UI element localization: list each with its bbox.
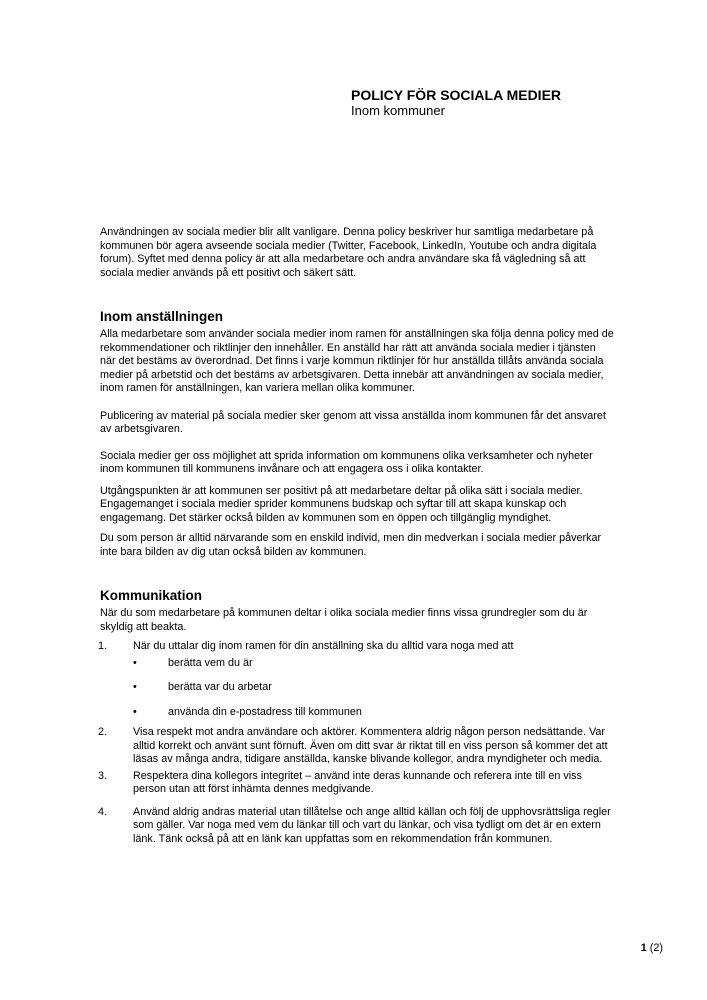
paragraph: Alla medarbetare som använder sociala medier inom ramen för anställningen ska följa denna policy med de rekommendationer och riktlinjer den innehåller. En anställd har rätt att använda sociala medier i tjänsten när det bestäms av överordnad. Det finns i varje kommun riktlinjer för hur anställda tillåts använda sociala medier på arbetstid och det bestäms av arbetsgivaren. Detta innebär att användningen av sociala medier, inom ramen för anställningen, kan variera mellan olika kommuner. xyxy=(100,328,614,394)
item-text: Respektera dina kollegors integritet – använd inte deras kunnande och referera inte till en viss person utan att först inhämta dennes medgivande. xyxy=(133,769,582,795)
item-text: Visa respekt mot andra användare och aktörer. Kommentera aldrig någon person nedsättande. Var alltid korrekt och använt sunt förnuft. Även om ditt svar är riktat till en viss person så kommer det att läsas av många andra, tidigare anställda, kanske blivande kollegor, andra myndigheter och media. xyxy=(133,726,608,765)
document-header xyxy=(351,87,561,119)
bullet-icon: • xyxy=(133,656,137,669)
section-heading-kommunikation: Kommunikation xyxy=(100,588,203,603)
bullet-item xyxy=(100,681,614,695)
paragraph: Du som person är alltid närvarande som en enskild individ, men din medverkan i sociala medier påverkar inte bara bilden av dig utan också bilden av kommunen. xyxy=(100,532,602,558)
intro-paragraph: Användningen av sociala medier blir allt vanligare. Denna policy beskriver hur samtliga medarbetare på kommunen bör agera avseende sociala medier (Twitter, Facebook, LinkedIn, Youtube och andra digitala forum). Syftet med denna policy är att alla medarbetare och andra användare ska få vägledning så att sociala medier används på ett positivt och säkert sätt. xyxy=(100,226,597,279)
page-footer xyxy=(641,942,663,956)
document-subtitle: Inom kommuner xyxy=(351,103,445,118)
item-text: När du uttalar dig inom ramen för din anställning ska du alltid vara noga med att xyxy=(133,640,514,652)
bullet-text: berätta var du arbetar xyxy=(168,681,272,693)
numbered-item-2 xyxy=(100,726,614,767)
item-number: 2. xyxy=(98,726,108,738)
item-text: Använd aldrig andras material utan tillåtelse och ange alltid källan och följ de upphovsrättsliga regler som gäller. Var noga med vem du länkar till och vart du länkar, och visa tydligt om det är en extern länk. Tänk också på att en länk kan uppfattas som en rekommendation från kommunen. xyxy=(133,805,611,845)
bullet-icon: • xyxy=(133,681,137,693)
item-number: 1. xyxy=(98,640,108,652)
document-body xyxy=(100,226,614,846)
page-number: 1 xyxy=(640,942,647,954)
bullet-icon: • xyxy=(133,705,137,718)
item-number: 4. xyxy=(98,805,108,818)
bullet-text: använda din e-postadress till kommunen xyxy=(168,705,362,718)
bullet-item xyxy=(100,706,614,720)
paragraph: Sociala medier ger oss möjlighet att sprida information om kommunens olika verksamheter och nyheter inom kommunen till kommunens invånare och att engagera oss i olika kontakter. xyxy=(100,449,593,475)
page-total: (2) xyxy=(649,942,663,954)
document-title: POLICY FÖR SOCIALA MEDIER xyxy=(351,87,562,103)
paragraph: Publicering av material på sociala medier sker genom att vissa anställda inom kommunen får det ansvaret av arbetsgivaren. xyxy=(100,409,606,435)
item-number: 3. xyxy=(98,769,108,782)
section-heading-inom-anstallningen: Inom anställningen xyxy=(100,309,224,324)
bullet-item xyxy=(100,657,614,671)
paragraph: Utgångspunkten är att kommunen ser positivt på att medarbetare deltar på olika sätt i sociala medier. Engagemanget i sociala medier sprider kommunens budskap och syftar till att skapa kunskap och engagemang. Det stärker också bilden av kommunen som en öppen och tillgänglig myndighet. xyxy=(100,484,583,524)
numbered-item-4 xyxy=(100,806,614,847)
bullet-text: berätta vem du är xyxy=(168,656,253,669)
numbered-item-1 xyxy=(100,640,614,654)
paragraph: När du som medarbetare på kommunen deltar i olika sociala medier finns vissa grundregler som du är skyldig att beakta. xyxy=(100,607,588,633)
numbered-item-3 xyxy=(100,770,614,797)
